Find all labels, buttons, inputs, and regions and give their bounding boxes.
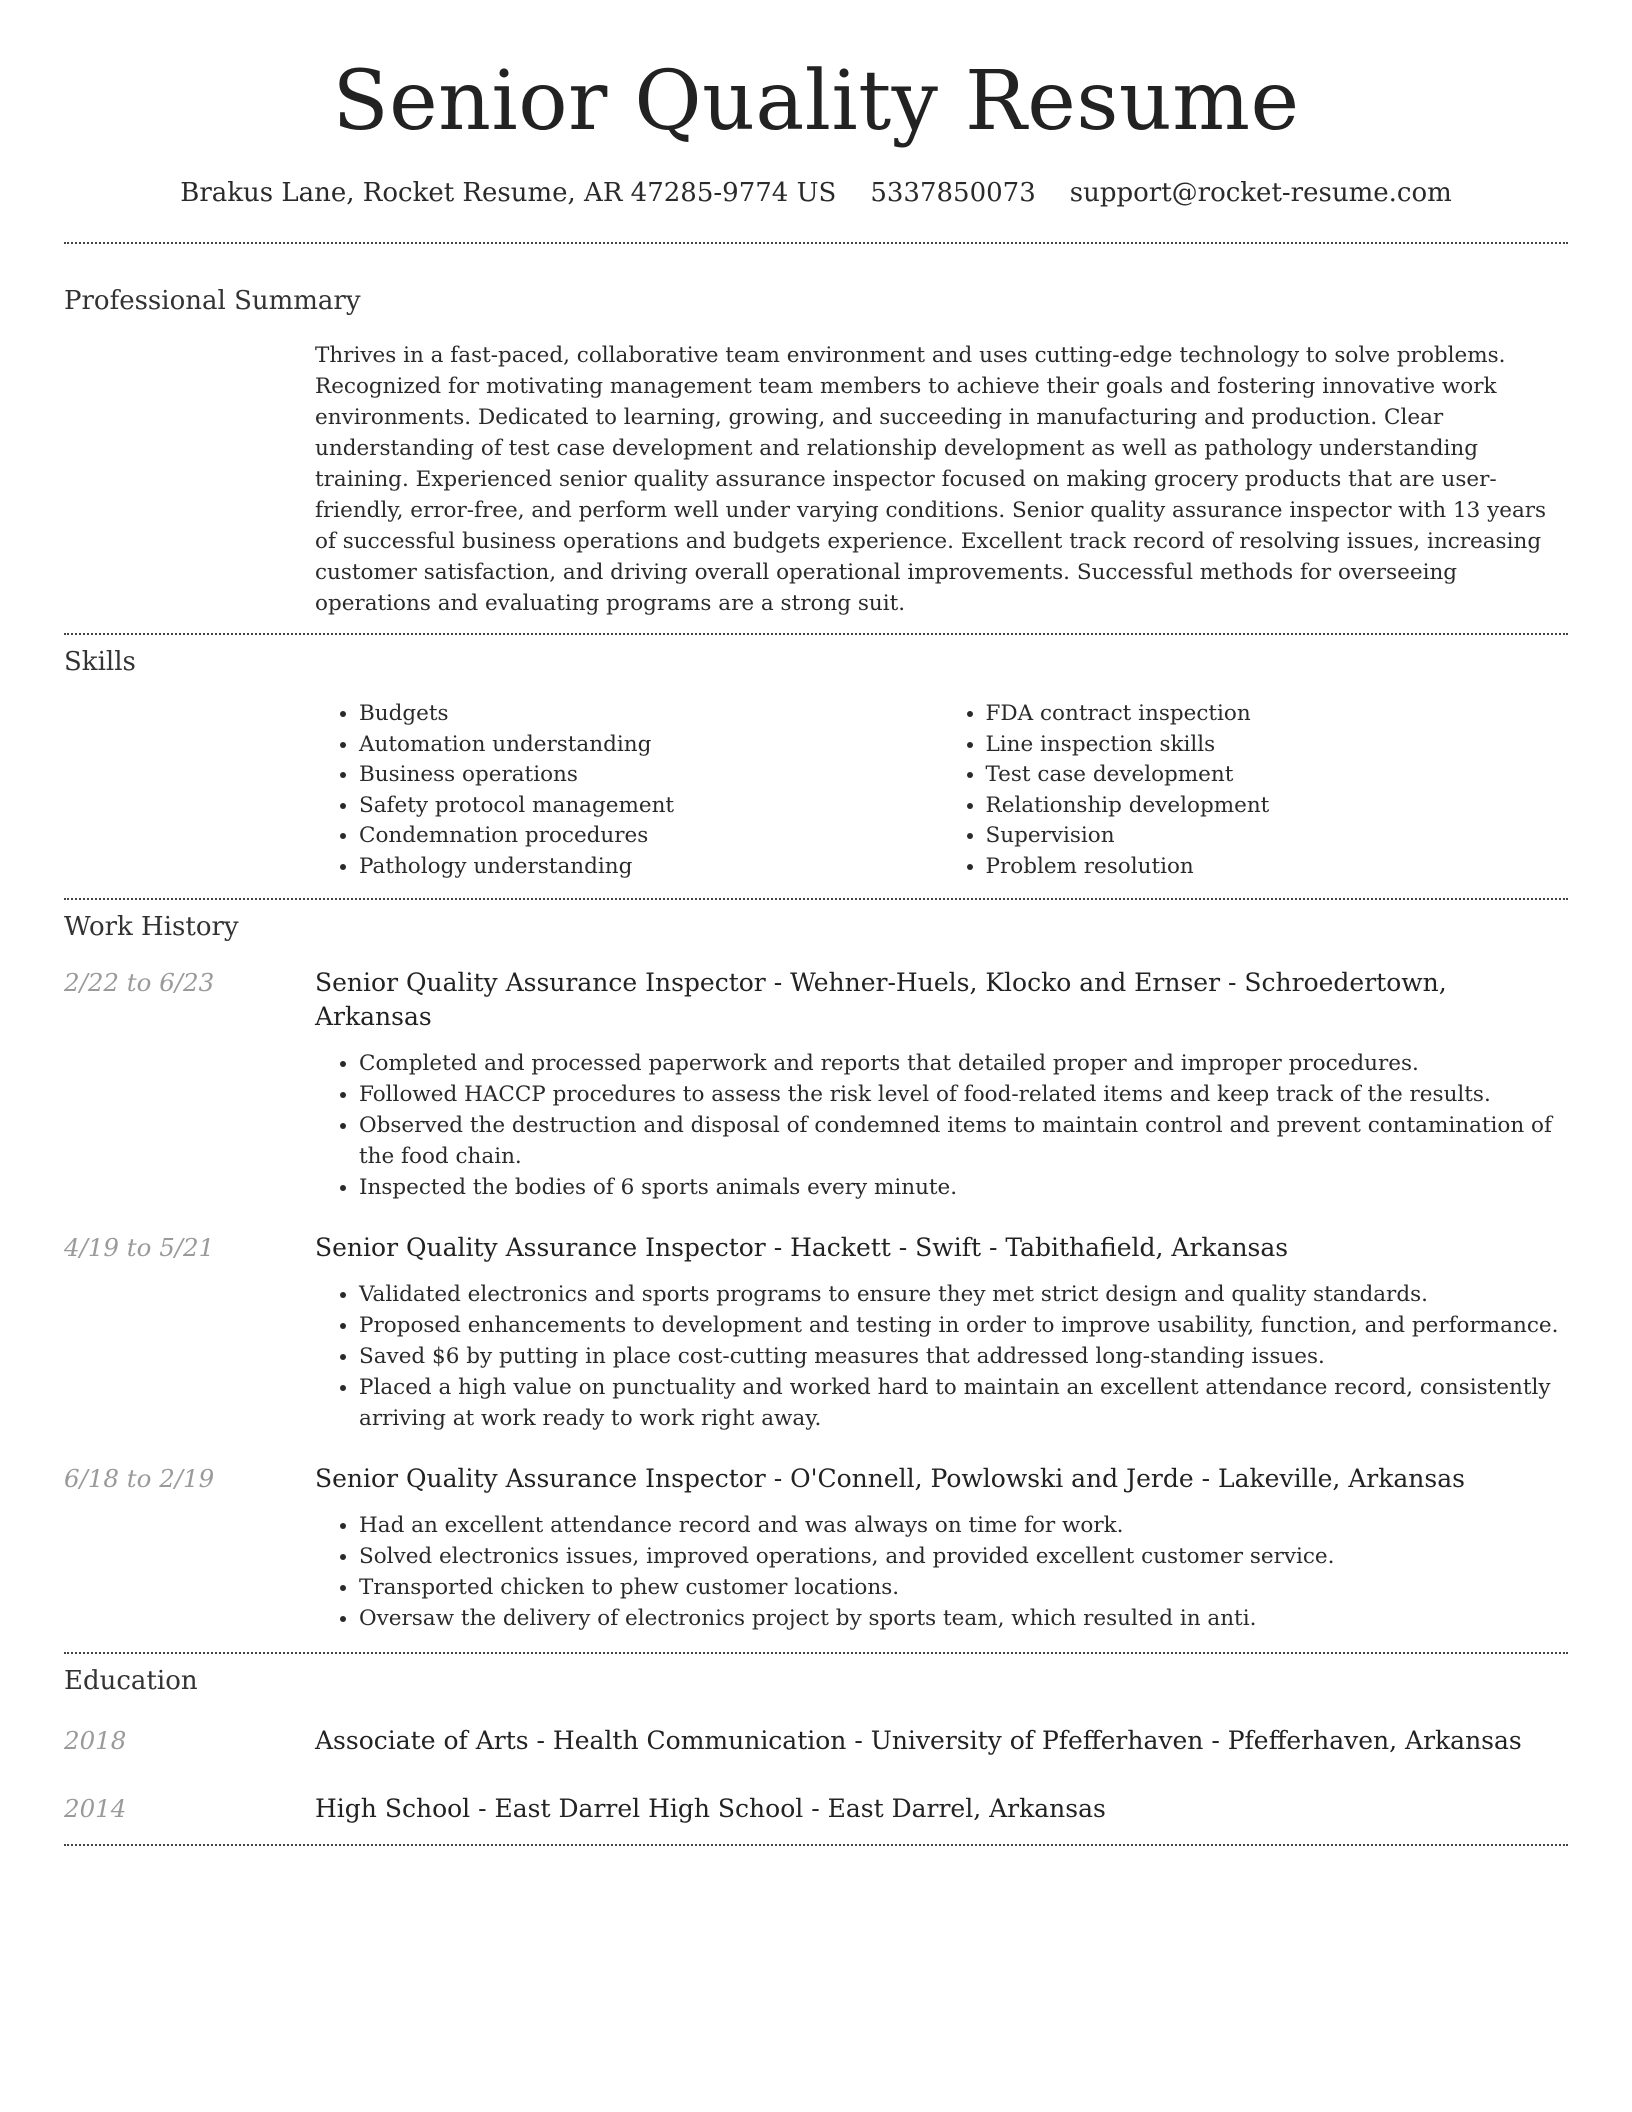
job-date: 6/18 to 2/19	[64, 1464, 215, 1493]
job-bullet: • Inspected the bodies of 6 sports animals every minute.	[359, 1172, 1568, 1203]
skills-section	[64, 635, 1568, 898]
skill-item: • FDA contract inspection	[986, 699, 1569, 730]
skill-item: • Safety protocol management	[359, 791, 942, 822]
job-bullet: • Saved $6 by putting in place cost-cutting measures that addressed long-standing issues.	[359, 1341, 1568, 1372]
education-section	[64, 1654, 1568, 1844]
job-bullet: • Proposed enhancements to development and testing in order to improve usability, function, and performance.	[359, 1310, 1568, 1341]
summary-section	[64, 244, 1568, 619]
contact-phone: 5337850073	[870, 178, 1036, 208]
summary-text: Thrives in a fast-paced, collaborative team environment and uses cutting-edge technology to solve problems. Recognized for motivating management team members to achieve their goals and fostering innovative work environments. Dedicated to learning, growing, and succeeding in manufacturing and production. Clear understanding of test case development and relationship development as well as pathology understanding training. Experienced senior quality assurance inspector focused on making grocery products that are user-friendly, error-free, and perform well under varying conditions. Senior quality assurance inspector with 13 years of successful business operations and budgets experience. Excellent track record of resolving issues, increasing customer satisfaction, and driving overall operational improvements. Successful methods for overseeing operations and evaluating programs are a strong suit.	[315, 343, 1547, 616]
skill-item: • Supervision	[986, 821, 1569, 852]
skill-item: • Test case development	[986, 760, 1569, 791]
job-bullets	[315, 1510, 1568, 1634]
education-title-text: High School - East Darrel High School - East Darrel, Arkansas	[315, 1794, 1106, 1823]
resume-name: Senior Quality Resume	[332, 54, 1300, 149]
skills-column-right	[942, 699, 1569, 882]
divider	[64, 1844, 1568, 1846]
skills-column-left	[315, 699, 942, 882]
education-title-text: Associate of Arts - Health Communication - University of Pfefferhaven - Pfefferhaven, Arkansas	[315, 1726, 1522, 1755]
job-bullet: • Completed and processed paperwork and reports that detailed proper and improper procedures.	[359, 1048, 1568, 1079]
job-bullets	[315, 1048, 1568, 1203]
contact-email: support@rocket-resume.com	[1069, 178, 1452, 208]
skill-item: • Line inspection skills	[986, 730, 1569, 761]
education-entry	[64, 1724, 1568, 1758]
job-entry	[64, 966, 1568, 1203]
summary-title: Professional Summary	[64, 286, 361, 316]
job-title: Senior Quality Assurance Inspector - Hackett - Swift - Tabithafield, Arkansas	[315, 1233, 1289, 1262]
job-bullets	[315, 1279, 1568, 1434]
job-entry	[64, 1462, 1568, 1634]
skill-item: • Budgets	[359, 699, 942, 730]
job-bullet: • Had an excellent attendance record and was always on time for work.	[359, 1510, 1568, 1541]
education-entry	[64, 1792, 1568, 1826]
job-title: Senior Quality Assurance Inspector - Wehner-Huels, Klocko and Ernser - Schroedertown, Arkansas	[315, 968, 1447, 1031]
resume-header	[0, 0, 1632, 208]
work-section	[64, 900, 1568, 1652]
skill-item: • Problem resolution	[986, 852, 1569, 883]
work-title: Work History	[64, 912, 239, 942]
job-bullet: • Transported chicken to phew customer locations.	[359, 1572, 1568, 1603]
education-date: 2014	[64, 1794, 127, 1823]
skills-list	[315, 699, 1568, 898]
contact-address: Brakus Lane, Rocket Resume, AR 47285-9774 US	[180, 178, 837, 208]
job-bullet: • Solved electronics issues, improved operations, and provided excellent customer service.	[359, 1541, 1568, 1572]
education-title: Education	[64, 1666, 198, 1696]
skill-item: • Business operations	[359, 760, 942, 791]
job-bullet: • Validated electronics and sports programs to ensure they met strict design and quality standards.	[359, 1279, 1568, 1310]
skill-item: • Pathology understanding	[359, 852, 942, 883]
skill-item: • Condemnation procedures	[359, 821, 942, 852]
skill-item: • Relationship development	[986, 791, 1569, 822]
job-bullet: • Placed a high value on punctuality and worked hard to maintain an excellent attendance record, consistently arriving at work ready to work right away.	[359, 1372, 1568, 1434]
job-bullet: • Followed HACCP procedures to assess the risk level of food-related items and keep track of the results.	[359, 1079, 1568, 1110]
education-date: 2018	[64, 1726, 127, 1755]
skill-item: • Automation understanding	[359, 730, 942, 761]
contact-line	[0, 178, 1632, 208]
job-entry	[64, 1231, 1568, 1434]
job-title: Senior Quality Assurance Inspector - O'Connell, Powlowski and Jerde - Lakeville, Arkansas	[315, 1464, 1465, 1493]
skills-title: Skills	[64, 647, 136, 677]
job-date: 4/19 to 5/21	[64, 1233, 215, 1262]
job-bullet: • Observed the destruction and disposal of condemned items to maintain control and prevent contamination of the food chain.	[359, 1110, 1568, 1172]
job-date: 2/22 to 6/23	[64, 968, 215, 997]
job-bullet: • Oversaw the delivery of electronics project by sports team, which resulted in anti.	[359, 1603, 1568, 1634]
